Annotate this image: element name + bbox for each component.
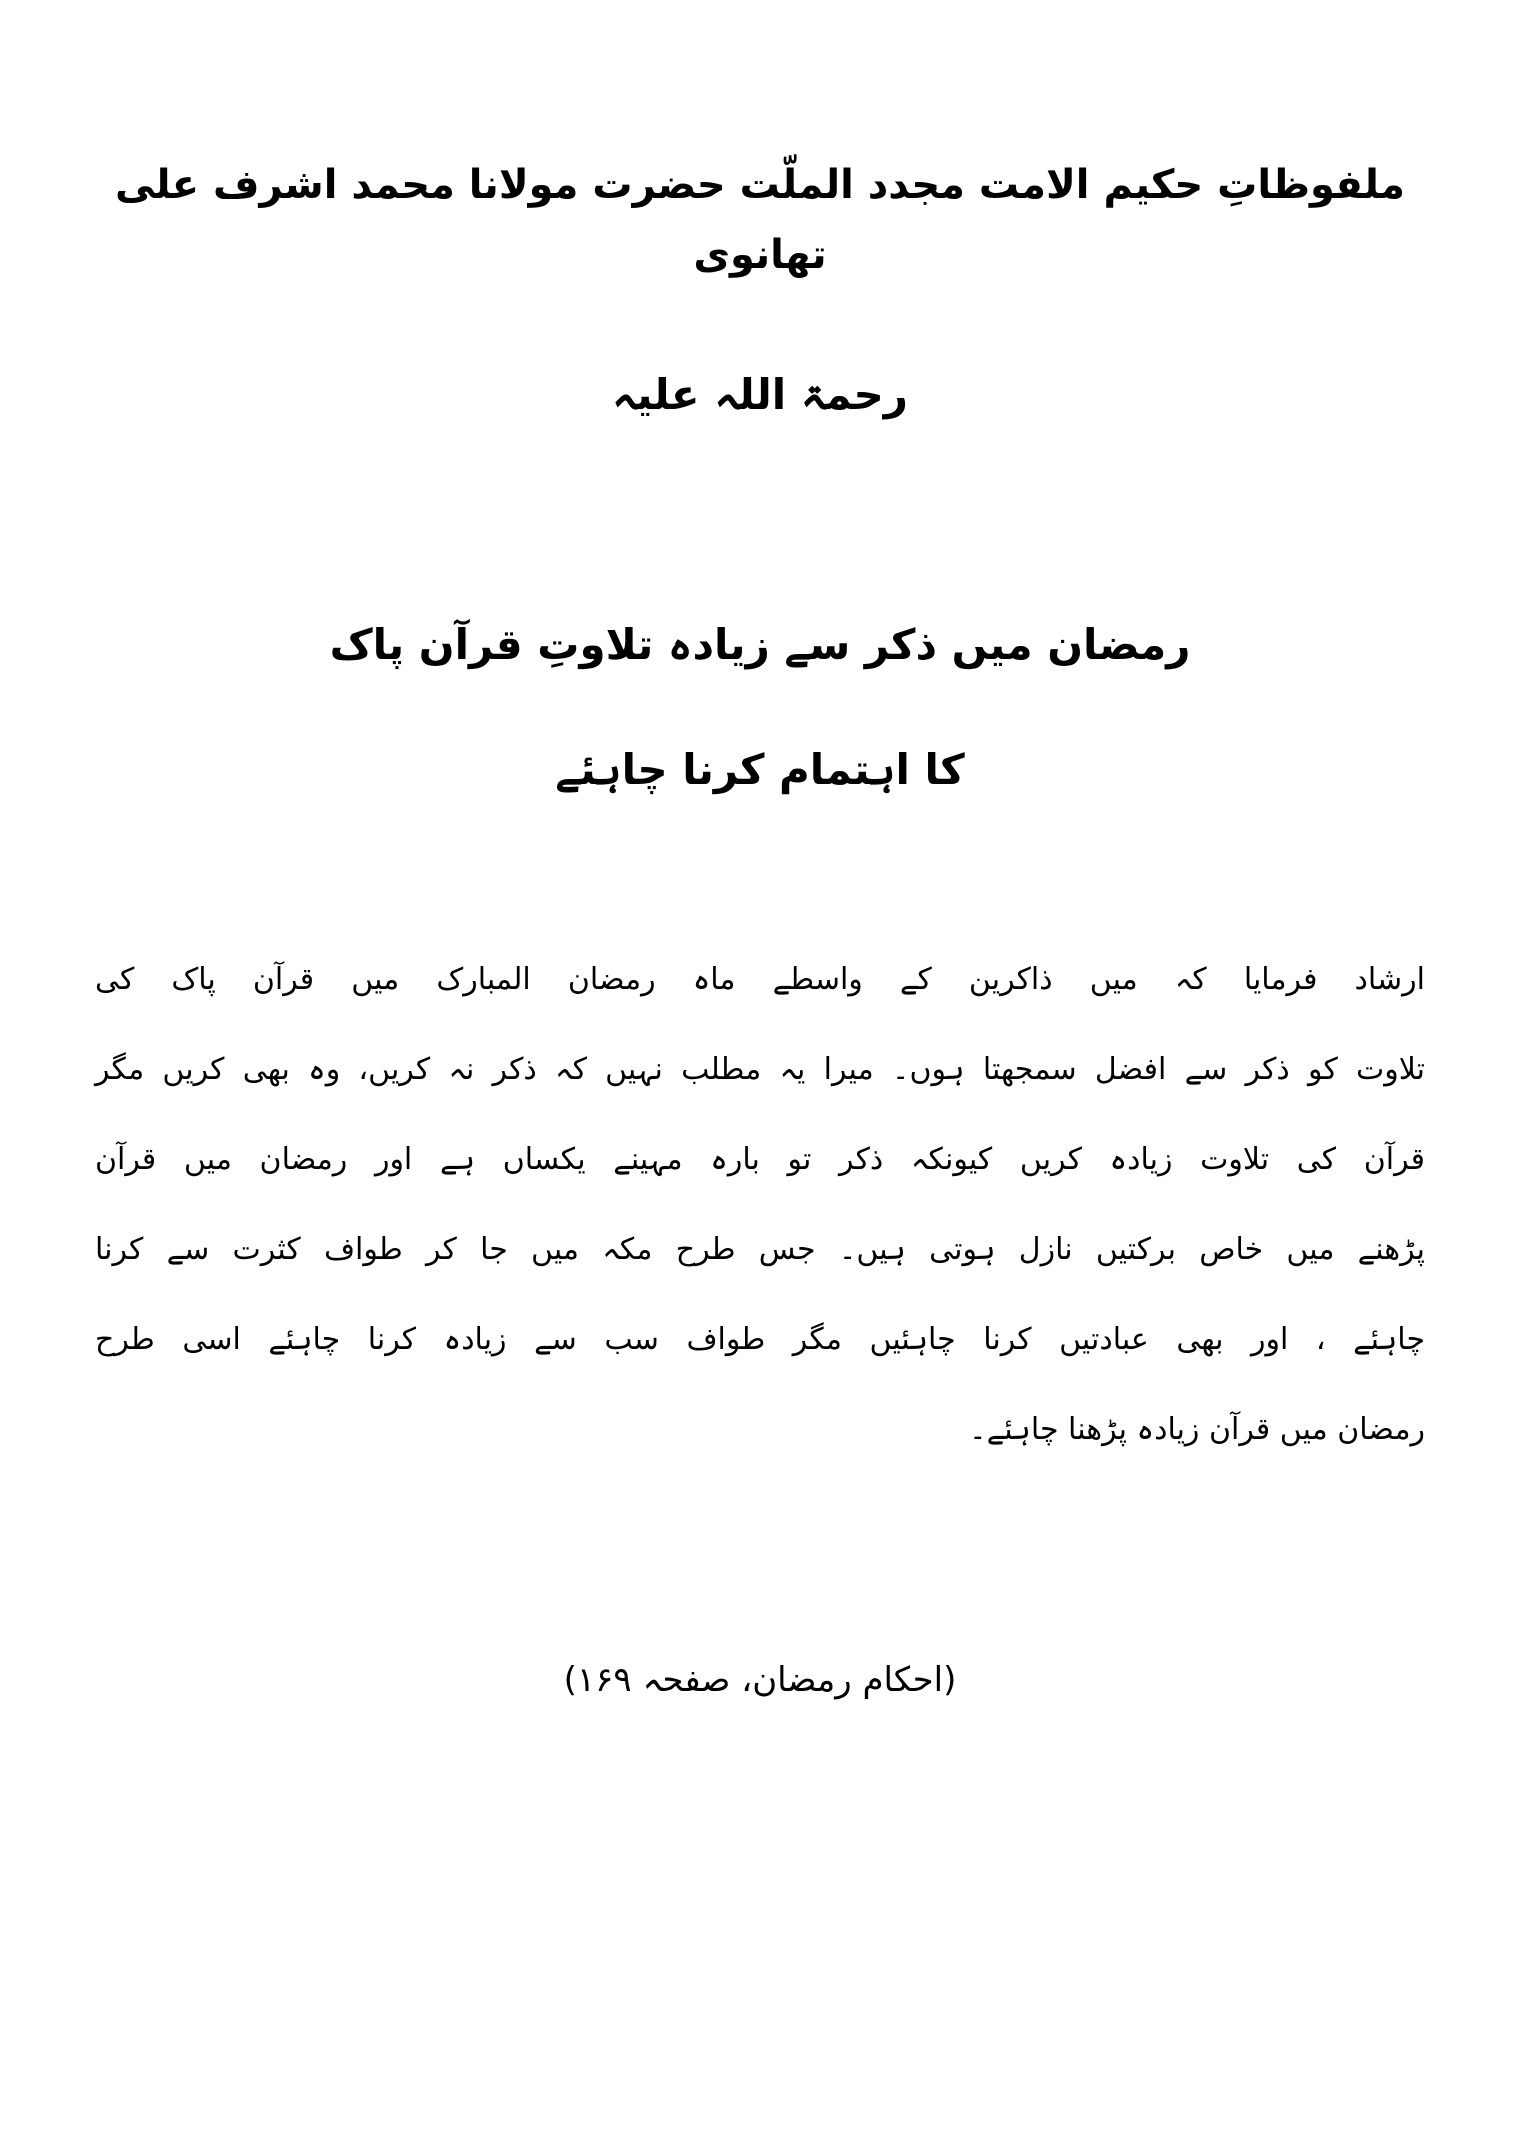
section-heading-line-2: کا اہتمام کرنا چاہئے	[555, 745, 965, 794]
body-line: قرآن کی تلاوت زیادہ کریں کیونکہ ذکر تو بارہ مہینے یکساں ہے اور رمضان میں قرآن	[95, 1142, 1425, 1177]
section-heading-line-1: رمضان میں ذکر سے زیادہ تلاوتِ قرآن پاک	[329, 620, 1191, 669]
body-paragraph	[90, 935, 1430, 1475]
body-line: ارشاد فرمایا کہ میں ذاکرین کے واسطے ماہ رمضان المبارک میں قرآن پاک کی	[95, 962, 1425, 997]
body-line: پڑھنے میں خاص برکتیں نازل ہوتی ہیں۔ جس طرح مکہ میں جا کر طواف کثرت سے کرنا	[95, 1232, 1425, 1267]
body-line: تلاوت کو ذکر سے افضل سمجھتا ہوں۔ میرا یہ مطلب نہیں کہ ذکر نہ کریں، وہ بھی کریں مگر	[95, 1052, 1425, 1087]
document-title: ملفوظاتِ حکیم الامت مجدد الملّت حضرت مولانا محمد اشرف علی تھانوی	[114, 162, 1406, 278]
body-line: رمضان میں قرآن زیادہ پڑھنا چاہئے۔	[969, 1412, 1425, 1447]
document-title-honorific: رحمۃ اللہ علیہ	[612, 370, 908, 419]
body-line: چاہئے ، اور بھی عبادتیں کرنا چاہئیں مگر طواف سب سے زیادہ کرنا چاہئے اسی طرح	[95, 1322, 1425, 1357]
source-citation: (احکام رمضان، صفحہ ۱۶۹)	[563, 1660, 957, 1700]
